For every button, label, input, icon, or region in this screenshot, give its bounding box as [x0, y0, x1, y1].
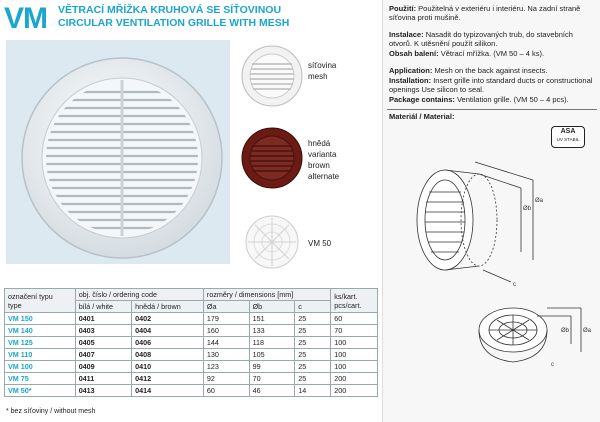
header-pcs: ks/kart. pcs/cart. [331, 289, 378, 313]
package-cz: Obsah balení: Větrací mřížka. (VM 50 – 4 ks). [389, 49, 545, 58]
info-panel [382, 0, 600, 422]
divider [387, 109, 597, 110]
header-brown: hnědá / brown [132, 301, 204, 313]
table-row: VM 75 0411 0412 92 70 25 200 [5, 373, 378, 385]
main-grille-image [6, 40, 230, 264]
variant-label: hnědá [308, 139, 331, 148]
table-row: VM 50* 0413 0414 60 46 14 200 [5, 385, 378, 397]
dim-c2-label: c [551, 362, 554, 368]
variant-label: brown [308, 161, 330, 170]
variant-mesh [240, 44, 380, 114]
header-order: obj. číslo / ordering code [75, 289, 203, 301]
dim-c-label: c [513, 282, 516, 288]
table-row: VM 100 0409 0410 123 99 25 100 [5, 361, 378, 373]
dim-b2-label: Øb [561, 328, 570, 334]
variant-label: VM 50 [308, 239, 332, 248]
brown-grille-icon [240, 126, 304, 190]
title-cz: VĚTRACÍ MŘÍŽKA KRUHOVÁ SE SÍŤOVINOU [58, 4, 282, 16]
title-en: CIRCULAR VENTILATION GRILLE WITH MESH [58, 17, 290, 29]
package-en: Package contains: Ventilation grille. (VM 50 – 4 pcs). [389, 95, 569, 104]
variant-brown [240, 126, 380, 196]
variant-label: varianta [308, 150, 337, 159]
application-en: Application: Mesh on the back against insects. [389, 66, 548, 75]
asa-badge: ASA UV STABIL [551, 126, 585, 148]
table-row: VM 125 0405 0406 144 118 25 100 [5, 337, 378, 349]
white-grille-icon [240, 44, 304, 108]
table-row: VM 140 0403 0404 160 133 25 70 [5, 325, 378, 337]
header-white: bílá / white [75, 301, 131, 313]
spec-table [4, 288, 378, 397]
product-titles [58, 4, 289, 30]
product-code: VM [4, 2, 47, 35]
variant-label: mesh [308, 72, 328, 81]
dim-a-label: Øa [535, 198, 544, 204]
header-type: označení typu type [5, 289, 76, 313]
table-row: VM 150 0401 0402 179 151 25 60 [5, 313, 378, 325]
variant-label: síťovina [308, 61, 337, 70]
table-row: VM 110 0407 0408 130 105 25 100 [5, 349, 378, 361]
install-cz: Instalace: Nasadit do typizovaných trub, do stavebních otvorů. K utěsnění použít silikon. [389, 30, 573, 49]
material-label: Materiál / Material: [389, 112, 455, 121]
header-db: Øb [249, 301, 295, 313]
usage-cz: Použití: Použitelná v exteriéru i interiéru. Na zadní straně síťovina proti mušině. [389, 4, 581, 23]
dim-b-label: Øb [523, 206, 532, 212]
header-da: Øa [203, 301, 249, 313]
technical-drawing [383, 140, 600, 422]
variant-vm50 [240, 210, 380, 280]
header-dims: rozměry / dimensions [mm] [203, 289, 330, 301]
footnote: * bez síťoviny / without mesh [6, 408, 96, 415]
dim-a2-label: Øa [583, 328, 592, 334]
header-c: c [295, 301, 331, 313]
variant-label: alternate [308, 172, 340, 181]
small-grille-icon [240, 210, 304, 274]
installation-en: Installation: Insert grille into standard ducts or constructional openings Use silicon to seal. [389, 76, 593, 95]
